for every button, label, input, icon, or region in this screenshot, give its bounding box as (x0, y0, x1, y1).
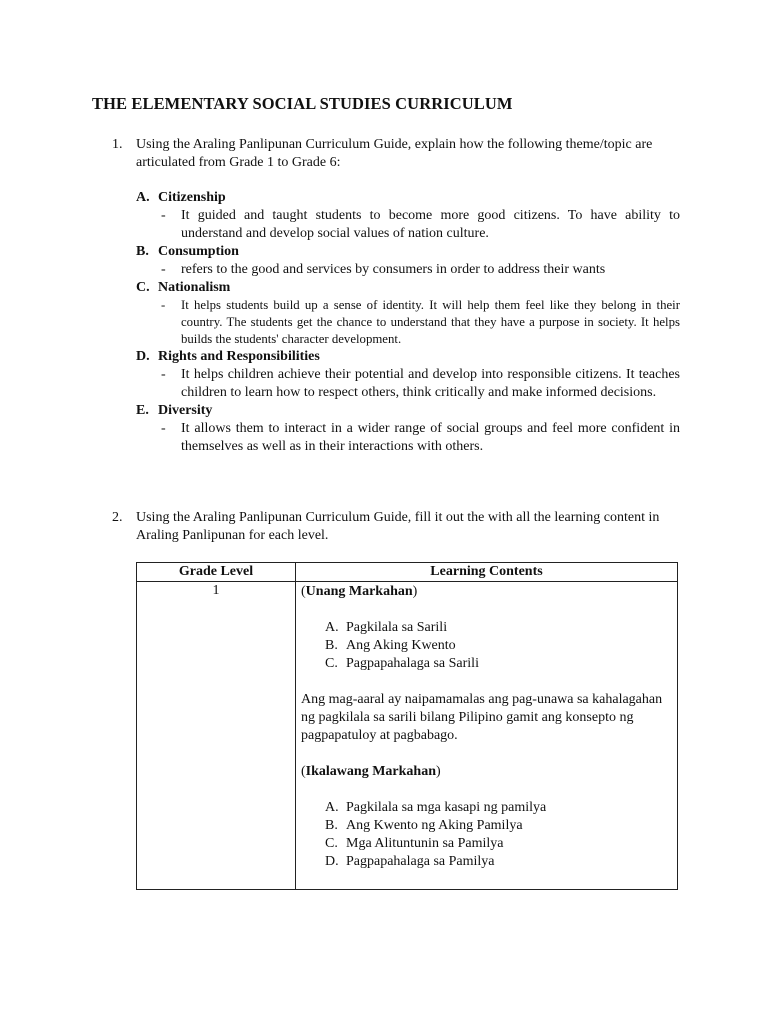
section-letter: A. (136, 190, 150, 205)
learning-contents-cell (296, 582, 678, 890)
question-2-number: 2. (112, 510, 123, 525)
list-letter: C. (325, 836, 338, 851)
bullet-dash: - (161, 367, 166, 382)
table-row (137, 582, 678, 890)
section-heading: Citizenship (158, 190, 226, 205)
list-item (301, 817, 671, 835)
list-letter: A. (325, 620, 339, 635)
section-consumption (136, 243, 680, 279)
list-letter: D. (325, 854, 339, 869)
section-diversity (136, 402, 680, 456)
list-text: Pagkilala sa Sarili (346, 620, 448, 635)
section-bullet (136, 297, 680, 348)
section-letter: C. (136, 280, 150, 295)
quarter-label-text: Unang Markahan (305, 584, 413, 599)
section-letter: E. (136, 403, 149, 418)
section-letter: B. (136, 244, 149, 259)
list-text: Pagkilala sa mga kasapi ng pamilya (346, 800, 547, 815)
document-title: THE ELEMENTARY SOCIAL STUDIES CURRICULUM (92, 94, 513, 113)
list-item (301, 619, 671, 637)
list-text: Pagpapahalaga sa Sarili (346, 656, 479, 671)
quarter-label: (Unang Markahan) (301, 584, 418, 599)
learning-contents-table (136, 562, 678, 890)
header-grade-level: Grade Level (137, 563, 296, 582)
topic-list (301, 619, 671, 673)
list-text: Pagpapahalaga sa Pamilya (346, 854, 495, 869)
list-item (301, 655, 671, 673)
grade-cell: 1 (137, 582, 296, 890)
list-item (301, 835, 671, 853)
section-heading: Rights and Responsibilities (158, 349, 320, 364)
section-heading: Consumption (158, 244, 239, 259)
quarter-label: (Ikalawang Markahan) (301, 764, 441, 779)
section-bullet (136, 366, 680, 402)
table-header-row (137, 563, 678, 582)
list-item (301, 799, 671, 817)
bullet-dash: - (161, 262, 166, 277)
bullet-text: It guided and taught students to become more good citizens. To have ability to understand and develop social values of nation culture. (181, 208, 680, 241)
question-2 (112, 509, 682, 545)
header-learning-contents: Learning Contents (296, 563, 678, 582)
section-nationalism (136, 279, 680, 348)
section-heading: Nationalism (158, 280, 231, 295)
section-bullet (136, 207, 680, 243)
bullet-text: refers to the good and services by consumers in order to address their wants (181, 262, 606, 277)
topic-list (301, 799, 671, 871)
learning-paragraph: Ang mag-aaral ay naipamamalas ang pag-unawa sa kahalagahan ng pagkilala sa sarili bilang Pilipino gamit ang konsepto ng pagpapatuloy at pagbabago. (301, 692, 663, 743)
question-1-text: Using the Araling Panlipunan Curriculum Guide, explain how the following theme/topic are articulated from Grade 1 to Grade 6: (136, 137, 653, 170)
section-bullet (136, 261, 680, 279)
section-heading: Diversity (158, 403, 213, 418)
section-letter: D. (136, 349, 150, 364)
list-letter: B. (325, 818, 338, 833)
list-text: Mga Alituntunin sa Pamilya (346, 836, 504, 851)
theme-sections (136, 189, 680, 456)
bullet-text: It helps students build up a sense of identity. It will help them feel like they belong in their country. The students get the chance to understand that they have a purpose in society. It helps builds the students' character development. (181, 298, 680, 346)
question-1 (112, 136, 682, 172)
quarter-label-text: Ikalawang Markahan (305, 764, 436, 779)
list-letter: C. (325, 656, 338, 671)
list-item (301, 853, 671, 871)
bullet-dash: - (161, 298, 166, 312)
question-2-text: Using the Araling Panlipunan Curriculum Guide, fill it out the with all the learning content in Araling Panlipunan for each level. (136, 510, 660, 543)
bullet-dash: - (161, 208, 166, 223)
bullet-text: It helps children achieve their potential and develop into responsible citizens. It teaches children to learn how to respect others, think critically and make informed decisions. (181, 367, 680, 400)
section-citizenship (136, 189, 680, 243)
list-letter: B. (325, 638, 338, 653)
list-item (301, 637, 671, 655)
question-1-number: 1. (112, 137, 123, 152)
list-letter: A. (325, 800, 339, 815)
bullet-dash: - (161, 421, 166, 436)
section-rights-and-responsibilities (136, 348, 680, 402)
list-text: Ang Kwento ng Aking Pamilya (346, 818, 523, 833)
bullet-text: It allows them to interact in a wider range of social groups and feel more confident in themselves as well as in their interactions with others. (181, 421, 680, 454)
section-bullet (136, 420, 680, 456)
list-text: Ang Aking Kwento (346, 638, 456, 653)
